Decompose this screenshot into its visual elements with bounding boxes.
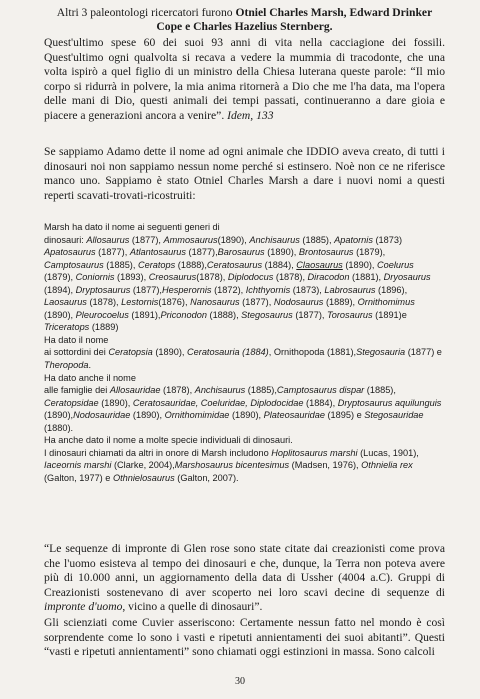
genus-year: (1890), [44, 309, 76, 320]
families-intro: Ha dato anche il nome [44, 372, 136, 383]
genus-year: (1877), [239, 297, 274, 308]
paragraph-adamo: Se sappiamo Adamo dette il nome ad ogni animale che IDDIO aveva creato, di tutti i dinosauri noi non sappiamo nessun nome perché si estinsero. Noè non ce ne riferisce manco uno. Sappiamo è stato Otniel Charles Marsh a dare i nuovi nomi a questi reperti scavati-trovati-ricostruiti: [44, 145, 445, 202]
genus-name: Priconodon [160, 309, 207, 320]
genus-year: (1878), [86, 297, 122, 308]
genus-name: Triceratops [44, 322, 90, 333]
family-year: (1885), [364, 385, 396, 396]
genus-year: (1890), [217, 234, 250, 245]
genus-name: Camptosaurus [44, 259, 104, 270]
genus-year: (1879), [353, 247, 386, 258]
genus-year: (1893), [114, 272, 149, 283]
suborder-name: Theropoda [44, 360, 89, 371]
genus-name: Lestornis [121, 297, 159, 308]
family-name: Ceratosauridae, Coeluridae, Diplodocidae [132, 397, 304, 408]
genus-year: (1885), [299, 234, 335, 245]
genus-year: (1877), [130, 284, 162, 295]
honors-intro: I dinosauri chiamati da altri in onore di Marsh includono [44, 447, 272, 458]
genus-name: Nodosaurus [273, 297, 324, 308]
genus-year: (1894), [44, 284, 76, 295]
genus-name: Anchisaurus [249, 234, 300, 245]
families-list [44, 384, 445, 434]
genus-name: Atlantosaurus [129, 247, 186, 258]
family-year: (1890), [229, 410, 264, 421]
genus-name: Diplodocus [227, 272, 274, 283]
genus-name: Ammosaurus [163, 234, 218, 245]
suborder-year: (1877) e [405, 347, 442, 358]
suborder-year: (1881), [324, 347, 357, 358]
genus-year: (1884), [262, 259, 297, 270]
suborder-name: Ceratosauria (1884) [187, 347, 269, 358]
genus-name: Hesperornis [161, 284, 212, 295]
paragraph-glen-rose-italic: impronte d'uomo [44, 600, 123, 614]
heading-names-line2: Cope e Charles Hazelius Sternberg. [156, 20, 333, 33]
genus-year: (1889) [89, 322, 119, 333]
genus-name: Apatornis [334, 234, 373, 245]
family-year: (1890), [130, 410, 165, 421]
honor-species-year: (Lucas, 1901), [357, 447, 419, 458]
genus-name: Apatosaurus [44, 247, 96, 258]
family-name: Dryptosaurus aquilunguis [337, 397, 442, 408]
suborders-intro: Ha dato il nome [44, 334, 109, 345]
genus-name: Creosaurus [148, 272, 197, 283]
suborder-name: Ceratopsia [108, 347, 153, 358]
genus-name: Ceratosaurus [206, 259, 263, 270]
genus-name: Torosaurus [326, 309, 373, 320]
genus-year: (1881), [349, 272, 384, 283]
genera-label: dinosauri: [44, 234, 87, 245]
genera-list [44, 234, 445, 334]
honor-species-name: Marshosaurus bicentesimus [174, 460, 290, 471]
genus-year: (1878), [273, 272, 308, 283]
genus-name: Ichthyornis [245, 284, 291, 295]
honors-list [44, 447, 445, 485]
genus-name: Coniornis [75, 272, 115, 283]
genus-name: Stegosaurus [241, 309, 293, 320]
genus-year: (1873), [290, 284, 325, 295]
family-year: (1890), [44, 410, 74, 421]
family-name: Plateosauridae [263, 410, 325, 421]
families-label: alle famiglie dei [44, 385, 110, 396]
page-number: 30 [235, 676, 245, 687]
genus-name: Ceratops [137, 259, 176, 270]
suborders-list [44, 346, 445, 371]
genus-year: (1877), [95, 247, 130, 258]
family-year: (1890), [98, 397, 133, 408]
genus-year: (1878), [196, 272, 228, 283]
genus-entries [44, 235, 431, 333]
genus-name: Claosaurus [296, 259, 343, 270]
genus-year: (1879), [44, 272, 76, 283]
genera-intro: Marsh ha dato il nome ai seguenti generi di [44, 222, 220, 232]
genus-year: (1890), [264, 247, 299, 258]
honor-species-year: (Madsen, 1976), [289, 460, 362, 471]
family-year: (1880). [44, 422, 74, 433]
genus-name: Barosaurus [217, 247, 265, 258]
honor-species-name: Hoplitosaurus marshi [271, 447, 358, 458]
family-name: Ornithomimidae [164, 410, 230, 421]
genus-name: Diracodon [307, 272, 350, 283]
genus-year: (1888), [206, 309, 242, 320]
genus-name: Nanosaurus [190, 297, 240, 308]
honor-species-year: (Galton, 1977) e [44, 472, 113, 483]
honor-species-name: Othnielosaurus [112, 472, 175, 483]
genus-name: Dryosaurus [383, 272, 431, 283]
suborders-label: ai sottordini dei [44, 347, 109, 358]
heading-names-line1: Otniel Charles Marsh, Edward Drinker [235, 6, 433, 19]
paragraph-glen-rose-end: , vicino a quelle di dinosauri”. [122, 600, 263, 614]
genus-name: Brontosaurus [298, 247, 354, 258]
genus-year: (1877), [129, 234, 164, 245]
paragraph-sternberg [44, 36, 445, 124]
family-name: Anchisaurus [194, 385, 246, 396]
suborder-name: Stegosauria [356, 347, 406, 358]
genus-name: Pleurocoelus [75, 309, 129, 320]
family-name: Camptosaurus dispar [276, 385, 365, 396]
section-heading [44, 6, 445, 34]
genus-year: (1889), [323, 297, 358, 308]
genus-year: (1888), [175, 259, 207, 270]
family-year: (1878), [160, 385, 195, 396]
honor-species-name: Iaceornis marshi [44, 460, 112, 471]
honor-species-year: (Clarke, 2004), [111, 460, 175, 471]
heading-intro: Altri 3 paleontologi ricercatori furono [56, 6, 236, 19]
paragraph-sternberg-text: Quest'ultimo spese 60 dei suoi 93 anni di vita nella cacciagione dei fossili. Quest'ultimo ogni qualvolta si recava a vedere la mummia di tracodonte, che una volta ispirò a quel figlio di un ministro della Chiesa luterana queste parole: “Il mio corpo si ridurrà in polvere, la mia anima ritornerà a Dio che me l'ha data, ma l'opera delle mani di Dio, questi animali dei tempi passati, continueranno a dare gioia e piacere a generazioni ancora a venire”. [44, 36, 445, 122]
family-name: Stegosauridae [364, 410, 424, 421]
genus-name: Dryptosaurus [75, 284, 131, 295]
genus-year: (1873) [372, 234, 403, 245]
paragraph-glen-rose [44, 542, 445, 615]
genus-name: Ornithomimus [357, 297, 415, 308]
family-name: Ceratopsidae [44, 397, 99, 408]
genus-year: (1877), [186, 247, 218, 258]
genus-year: (1891), [128, 309, 161, 320]
genus-prefix: e [401, 309, 407, 320]
genus-year: (1885), [103, 259, 138, 270]
family-name: Allosauridae [109, 385, 161, 396]
family-name: Nodosauridae [73, 410, 131, 421]
honor-species-year: (Galton, 2007). [174, 472, 239, 483]
genus-name: Labrosaurus [324, 284, 376, 295]
honor-species-name: Othnielia rex [361, 460, 413, 471]
genus-year: (1896), [375, 284, 408, 295]
genus-year: (1876), [158, 297, 191, 308]
family-year: (1895) e [324, 410, 365, 421]
citation: Idem, 133 [227, 108, 274, 122]
suborder-year: , [268, 347, 274, 358]
genus-year: (1891) [372, 309, 402, 320]
genus-name: Coelurus [377, 259, 414, 270]
paragraph-glen-rose-text: “Le sequenze di impronte di Glen rose sono state citate dai creazionisti come prova che l'uomo esisteva al tempo dei dinosauri e che, dunque, la Terra non poteva avere più di 10.000 anni, un aggiornamento della data di Ussher (4004 a.C). Gruppi di Creazionisti sostenevano di aver scoperto nei loro scavi decine di sequenze di [44, 542, 445, 599]
genus-name: Laosaurus [44, 297, 87, 308]
suborder-name: Ornithopoda [273, 347, 325, 358]
species-line: Ha anche dato il nome a molte specie individuali di dinosauri. [44, 435, 293, 446]
genus-year: (1877), [292, 309, 327, 320]
genus-year: (1872), [211, 284, 246, 295]
suborder-year: . [88, 360, 92, 371]
genus-name: Allosaurus [86, 234, 130, 245]
suborder-year: (1890), [152, 347, 188, 358]
family-year: (1885), [245, 385, 277, 396]
marsh-names-list [44, 221, 445, 484]
genus-year: (1890), [342, 259, 377, 270]
paragraph-cuvier: Gli scienziati come Cuvier asseriscono: Certamente nessun fatto nel mondo è così sorprendente come lo sono i vasti e ripetuti annientamenti dei suoi abitanti”. Questi “vasti e ripetuti annientamenti” sono chiamati oggi estinzioni in massa. Sono calcoli [44, 616, 445, 659]
family-year: (1884), [303, 397, 338, 408]
